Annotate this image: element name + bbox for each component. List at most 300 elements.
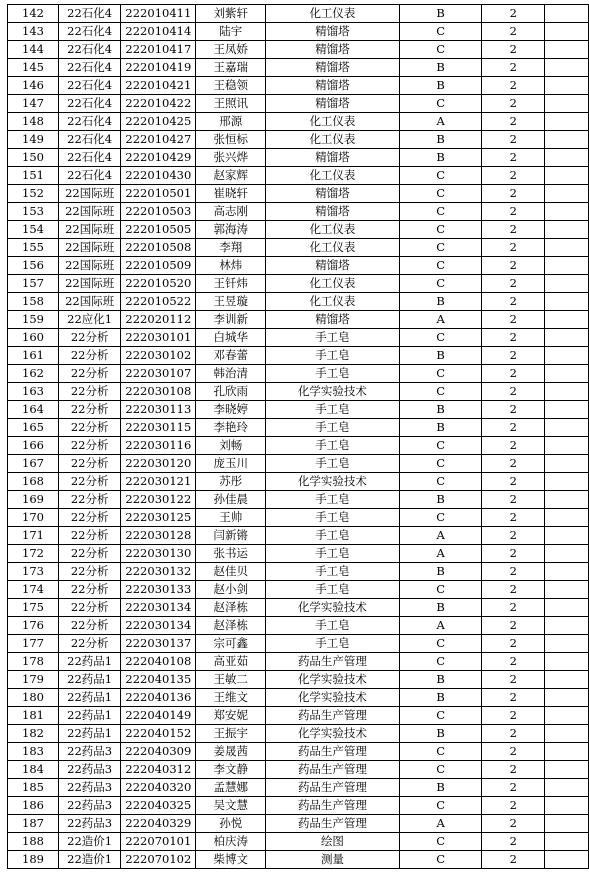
grade-cell: C — [399, 383, 482, 401]
grade-cell: B — [399, 599, 482, 617]
grade-cell: C — [399, 437, 482, 455]
grade-cell: C — [399, 797, 482, 815]
student-name-cell: 郑安妮 — [196, 707, 266, 725]
credit-cell: 2 — [482, 653, 545, 671]
student-name-cell: 张兴烨 — [196, 149, 266, 167]
class-cell: 22石化4 — [59, 131, 121, 149]
row-number-cell: 159 — [8, 311, 59, 329]
student-id-cell: 222040149 — [121, 707, 196, 725]
credit-cell: 2 — [482, 851, 545, 869]
blank-cell — [545, 599, 589, 617]
class-cell: 22分析 — [59, 635, 121, 653]
credit-cell: 2 — [482, 437, 545, 455]
blank-cell — [545, 779, 589, 797]
row-number-cell: 189 — [8, 851, 59, 869]
course-cell: 化工仪表 — [266, 131, 400, 149]
student-id-cell: 222040325 — [121, 797, 196, 815]
row-number-cell: 177 — [8, 635, 59, 653]
blank-cell — [545, 329, 589, 347]
class-cell: 22药品1 — [59, 653, 121, 671]
student-name-cell: 王嘉瑞 — [196, 59, 266, 77]
class-cell: 22药品3 — [59, 797, 121, 815]
course-cell: 精馏塔 — [266, 23, 400, 41]
table-row — [8, 581, 589, 599]
student-id-cell: 222010417 — [121, 41, 196, 59]
blank-cell — [545, 77, 589, 95]
table-row — [8, 599, 589, 617]
student-id-cell: 222010505 — [121, 221, 196, 239]
course-cell: 手工皂 — [266, 563, 400, 581]
student-id-cell: 222010422 — [121, 95, 196, 113]
table-row — [8, 797, 589, 815]
class-cell: 22石化4 — [59, 59, 121, 77]
row-number-cell: 150 — [8, 149, 59, 167]
row-number-cell: 176 — [8, 617, 59, 635]
class-cell: 22分析 — [59, 509, 121, 527]
student-name-cell: 李翔 — [196, 239, 266, 257]
course-cell: 精馏塔 — [266, 95, 400, 113]
student-name-cell: 李训新 — [196, 311, 266, 329]
course-cell: 药品生产管理 — [266, 707, 400, 725]
student-id-cell: 222030125 — [121, 509, 196, 527]
blank-cell — [545, 293, 589, 311]
row-number-cell: 169 — [8, 491, 59, 509]
grade-cell: C — [399, 41, 482, 59]
table-row — [8, 563, 589, 581]
grade-cell: B — [399, 5, 482, 23]
student-name-cell: 王帅 — [196, 509, 266, 527]
blank-cell — [545, 689, 589, 707]
grade-cell: C — [399, 365, 482, 383]
class-cell: 22分析 — [59, 527, 121, 545]
table-row — [8, 851, 589, 869]
blank-cell — [545, 473, 589, 491]
grade-cell: B — [399, 491, 482, 509]
credit-cell: 2 — [482, 203, 545, 221]
student-name-cell: 王昱璇 — [196, 293, 266, 311]
student-name-cell: 苏彤 — [196, 473, 266, 491]
table-row — [8, 5, 589, 23]
row-number-cell: 151 — [8, 167, 59, 185]
student-id-cell: 222010501 — [121, 185, 196, 203]
credit-cell: 2 — [482, 707, 545, 725]
credit-cell: 2 — [482, 761, 545, 779]
student-name-cell: 刘紫轩 — [196, 5, 266, 23]
credit-cell: 2 — [482, 797, 545, 815]
student-name-cell: 李文静 — [196, 761, 266, 779]
course-cell: 手工皂 — [266, 635, 400, 653]
student-id-cell: 222010430 — [121, 167, 196, 185]
blank-cell — [545, 221, 589, 239]
row-number-cell: 155 — [8, 239, 59, 257]
table-row — [8, 743, 589, 761]
table-row — [8, 293, 589, 311]
credit-cell: 2 — [482, 635, 545, 653]
grade-cell: C — [399, 761, 482, 779]
blank-cell — [545, 239, 589, 257]
student-name-cell: 白城华 — [196, 329, 266, 347]
course-cell: 药品生产管理 — [266, 653, 400, 671]
table-row — [8, 761, 589, 779]
credit-cell: 2 — [482, 95, 545, 113]
credit-cell: 2 — [482, 185, 545, 203]
table-row — [8, 275, 589, 293]
grade-cell: C — [399, 743, 482, 761]
student-name-cell: 李艳玲 — [196, 419, 266, 437]
table-row — [8, 671, 589, 689]
class-cell: 22国际班 — [59, 275, 121, 293]
credit-cell: 2 — [482, 311, 545, 329]
student-name-cell: 邢源 — [196, 113, 266, 131]
row-number-cell: 160 — [8, 329, 59, 347]
grade-cell: A — [399, 545, 482, 563]
course-cell: 药品生产管理 — [266, 761, 400, 779]
course-cell: 精馏塔 — [266, 41, 400, 59]
student-id-cell: 222040309 — [121, 743, 196, 761]
blank-cell — [545, 347, 589, 365]
class-cell: 22药品3 — [59, 779, 121, 797]
student-id-cell: 222040312 — [121, 761, 196, 779]
student-id-cell: 222030113 — [121, 401, 196, 419]
student-id-cell: 222030130 — [121, 545, 196, 563]
class-cell: 22石化4 — [59, 77, 121, 95]
course-cell: 化学实验技术 — [266, 473, 400, 491]
row-number-cell: 185 — [8, 779, 59, 797]
student-id-cell: 222030128 — [121, 527, 196, 545]
student-name-cell: 孙悦 — [196, 815, 266, 833]
course-cell: 绘图 — [266, 833, 400, 851]
row-number-cell: 167 — [8, 455, 59, 473]
table-row — [8, 635, 589, 653]
blank-cell — [545, 743, 589, 761]
grade-cell: A — [399, 311, 482, 329]
grade-cell: C — [399, 185, 482, 203]
student-id-cell: 222040136 — [121, 689, 196, 707]
course-cell: 精馏塔 — [266, 59, 400, 77]
course-cell: 手工皂 — [266, 365, 400, 383]
grade-cell: C — [399, 455, 482, 473]
class-cell: 22石化4 — [59, 41, 121, 59]
blank-cell — [545, 653, 589, 671]
row-number-cell: 179 — [8, 671, 59, 689]
blank-cell — [545, 95, 589, 113]
blank-cell — [545, 59, 589, 77]
credit-cell: 2 — [482, 779, 545, 797]
student-name-cell: 刘畅 — [196, 437, 266, 455]
student-name-cell: 孟慧娜 — [196, 779, 266, 797]
class-cell: 22分析 — [59, 419, 121, 437]
row-number-cell: 164 — [8, 401, 59, 419]
grade-cell: B — [399, 77, 482, 95]
table-row — [8, 167, 589, 185]
credit-cell: 2 — [482, 239, 545, 257]
credit-cell: 2 — [482, 581, 545, 599]
grade-cell: B — [399, 59, 482, 77]
class-cell: 22分析 — [59, 617, 121, 635]
class-cell: 22国际班 — [59, 221, 121, 239]
row-number-cell: 154 — [8, 221, 59, 239]
class-cell: 22药品3 — [59, 743, 121, 761]
course-cell: 化工仪表 — [266, 293, 400, 311]
course-cell: 手工皂 — [266, 581, 400, 599]
course-cell: 手工皂 — [266, 455, 400, 473]
student-name-cell: 庞玉川 — [196, 455, 266, 473]
row-number-cell: 188 — [8, 833, 59, 851]
student-name-cell: 孔欣雨 — [196, 383, 266, 401]
credit-cell: 2 — [482, 743, 545, 761]
student-id-cell: 222030134 — [121, 599, 196, 617]
class-cell: 22分析 — [59, 581, 121, 599]
grade-cell: B — [399, 149, 482, 167]
student-name-cell: 王钎炜 — [196, 275, 266, 293]
student-name-cell: 林炜 — [196, 257, 266, 275]
grade-cell: B — [399, 347, 482, 365]
credit-cell: 2 — [482, 689, 545, 707]
student-id-cell: 222010429 — [121, 149, 196, 167]
blank-cell — [545, 797, 589, 815]
credit-cell: 2 — [482, 149, 545, 167]
table-body — [8, 5, 589, 869]
class-cell: 22分析 — [59, 491, 121, 509]
class-cell: 22分析 — [59, 473, 121, 491]
blank-cell — [545, 185, 589, 203]
table-row — [8, 365, 589, 383]
class-cell: 22药品3 — [59, 815, 121, 833]
blank-cell — [545, 131, 589, 149]
row-number-cell: 186 — [8, 797, 59, 815]
grade-cell: A — [399, 527, 482, 545]
table-row — [8, 203, 589, 221]
blank-cell — [545, 761, 589, 779]
course-cell: 化学实验技术 — [266, 725, 400, 743]
grade-cell: C — [399, 275, 482, 293]
blank-cell — [545, 725, 589, 743]
credit-cell: 2 — [482, 167, 545, 185]
course-cell: 手工皂 — [266, 329, 400, 347]
grade-cell: C — [399, 851, 482, 869]
table-row — [8, 347, 589, 365]
blank-cell — [545, 383, 589, 401]
row-number-cell: 148 — [8, 113, 59, 131]
credit-cell: 2 — [482, 833, 545, 851]
credit-cell: 2 — [482, 671, 545, 689]
class-cell: 22石化4 — [59, 149, 121, 167]
course-cell: 精馏塔 — [266, 77, 400, 95]
grade-cell: C — [399, 635, 482, 653]
class-cell: 22分析 — [59, 545, 121, 563]
grade-cell: C — [399, 95, 482, 113]
student-name-cell: 王照讯 — [196, 95, 266, 113]
course-cell: 化学实验技术 — [266, 383, 400, 401]
row-number-cell: 152 — [8, 185, 59, 203]
student-name-cell: 王维文 — [196, 689, 266, 707]
row-number-cell: 145 — [8, 59, 59, 77]
table-row — [8, 113, 589, 131]
table-row — [8, 185, 589, 203]
table-row — [8, 815, 589, 833]
student-id-cell: 222040108 — [121, 653, 196, 671]
course-cell: 药品生产管理 — [266, 815, 400, 833]
student-id-cell: 222030132 — [121, 563, 196, 581]
credit-cell: 2 — [482, 545, 545, 563]
grade-cell: C — [399, 23, 482, 41]
student-id-cell: 222010419 — [121, 59, 196, 77]
blank-cell — [545, 455, 589, 473]
credit-cell: 2 — [482, 473, 545, 491]
grade-cell: C — [399, 833, 482, 851]
grade-cell: C — [399, 509, 482, 527]
grade-cell: B — [399, 401, 482, 419]
table-row — [8, 41, 589, 59]
credit-cell: 2 — [482, 491, 545, 509]
grade-cell: C — [399, 653, 482, 671]
blank-cell — [545, 365, 589, 383]
row-number-cell: 175 — [8, 599, 59, 617]
class-cell: 22药品1 — [59, 689, 121, 707]
table-row — [8, 23, 589, 41]
student-id-cell: 222070101 — [121, 833, 196, 851]
table-row — [8, 221, 589, 239]
class-cell: 22国际班 — [59, 293, 121, 311]
table-row — [8, 59, 589, 77]
student-id-cell: 222010425 — [121, 113, 196, 131]
row-number-cell: 146 — [8, 77, 59, 95]
class-cell: 22国际班 — [59, 257, 121, 275]
credit-cell: 2 — [482, 257, 545, 275]
row-number-cell: 166 — [8, 437, 59, 455]
blank-cell — [545, 833, 589, 851]
course-cell: 化工仪表 — [266, 221, 400, 239]
credit-cell: 2 — [482, 221, 545, 239]
table-row — [8, 131, 589, 149]
student-name-cell: 赵小剑 — [196, 581, 266, 599]
table-row — [8, 509, 589, 527]
table-row — [8, 95, 589, 113]
table-row — [8, 779, 589, 797]
row-number-cell: 183 — [8, 743, 59, 761]
student-id-cell: 222030121 — [121, 473, 196, 491]
grade-cell: C — [399, 581, 482, 599]
credit-cell: 2 — [482, 563, 545, 581]
row-number-cell: 162 — [8, 365, 59, 383]
student-id-cell: 222040135 — [121, 671, 196, 689]
student-id-cell: 222040320 — [121, 779, 196, 797]
course-cell: 手工皂 — [266, 527, 400, 545]
grade-cell: B — [399, 131, 482, 149]
table-row — [8, 617, 589, 635]
blank-cell — [545, 581, 589, 599]
student-id-cell: 222010427 — [121, 131, 196, 149]
grade-cell: C — [399, 221, 482, 239]
grade-cell: A — [399, 113, 482, 131]
credit-cell: 2 — [482, 365, 545, 383]
student-id-cell: 222030108 — [121, 383, 196, 401]
class-cell: 22造价1 — [59, 851, 121, 869]
table-row — [8, 689, 589, 707]
credit-cell: 2 — [482, 41, 545, 59]
credit-cell: 2 — [482, 725, 545, 743]
row-number-cell: 187 — [8, 815, 59, 833]
student-id-cell: 222010509 — [121, 257, 196, 275]
class-cell: 22石化4 — [59, 23, 121, 41]
table-row — [8, 311, 589, 329]
row-number-cell: 144 — [8, 41, 59, 59]
blank-cell — [545, 491, 589, 509]
table-row — [8, 329, 589, 347]
credit-cell: 2 — [482, 293, 545, 311]
student-name-cell: 王敏二 — [196, 671, 266, 689]
class-cell: 22分析 — [59, 563, 121, 581]
credit-cell: 2 — [482, 131, 545, 149]
course-cell: 测量 — [266, 851, 400, 869]
table-row — [8, 401, 589, 419]
student-name-cell: 张书运 — [196, 545, 266, 563]
score-table — [7, 4, 589, 869]
grade-cell: A — [399, 815, 482, 833]
grade-cell: C — [399, 473, 482, 491]
row-number-cell: 158 — [8, 293, 59, 311]
class-cell: 22分析 — [59, 365, 121, 383]
table-row — [8, 257, 589, 275]
credit-cell: 2 — [482, 617, 545, 635]
blank-cell — [545, 815, 589, 833]
credit-cell: 2 — [482, 329, 545, 347]
class-cell: 22石化4 — [59, 95, 121, 113]
row-number-cell: 157 — [8, 275, 59, 293]
credit-cell: 2 — [482, 455, 545, 473]
class-cell: 22石化4 — [59, 113, 121, 131]
credit-cell: 2 — [482, 347, 545, 365]
student-id-cell: 222020112 — [121, 311, 196, 329]
student-name-cell: 赵泽栋 — [196, 617, 266, 635]
row-number-cell: 182 — [8, 725, 59, 743]
student-name-cell: 王振宇 — [196, 725, 266, 743]
class-cell: 22国际班 — [59, 203, 121, 221]
class-cell: 22分析 — [59, 347, 121, 365]
grade-cell: C — [399, 239, 482, 257]
class-cell: 22石化4 — [59, 5, 121, 23]
credit-cell: 2 — [482, 59, 545, 77]
blank-cell — [545, 311, 589, 329]
course-cell: 化学实验技术 — [266, 599, 400, 617]
course-cell: 手工皂 — [266, 347, 400, 365]
grade-cell: C — [399, 329, 482, 347]
blank-cell — [545, 437, 589, 455]
course-cell: 精馏塔 — [266, 185, 400, 203]
table-row — [8, 473, 589, 491]
student-id-cell: 222030115 — [121, 419, 196, 437]
row-number-cell: 142 — [8, 5, 59, 23]
course-cell: 药品生产管理 — [266, 797, 400, 815]
class-cell: 22药品1 — [59, 725, 121, 743]
student-id-cell: 222010503 — [121, 203, 196, 221]
student-id-cell: 222010421 — [121, 77, 196, 95]
grade-cell: B — [399, 689, 482, 707]
blank-cell — [545, 275, 589, 293]
blank-cell — [545, 41, 589, 59]
student-name-cell: 赵家辉 — [196, 167, 266, 185]
credit-cell: 2 — [482, 113, 545, 131]
course-cell: 手工皂 — [266, 545, 400, 563]
blank-cell — [545, 23, 589, 41]
course-cell: 精馏塔 — [266, 149, 400, 167]
grade-cell: C — [399, 707, 482, 725]
blank-cell — [545, 851, 589, 869]
class-cell: 22国际班 — [59, 239, 121, 257]
blank-cell — [545, 113, 589, 131]
student-name-cell: 闫新锵 — [196, 527, 266, 545]
blank-cell — [545, 203, 589, 221]
